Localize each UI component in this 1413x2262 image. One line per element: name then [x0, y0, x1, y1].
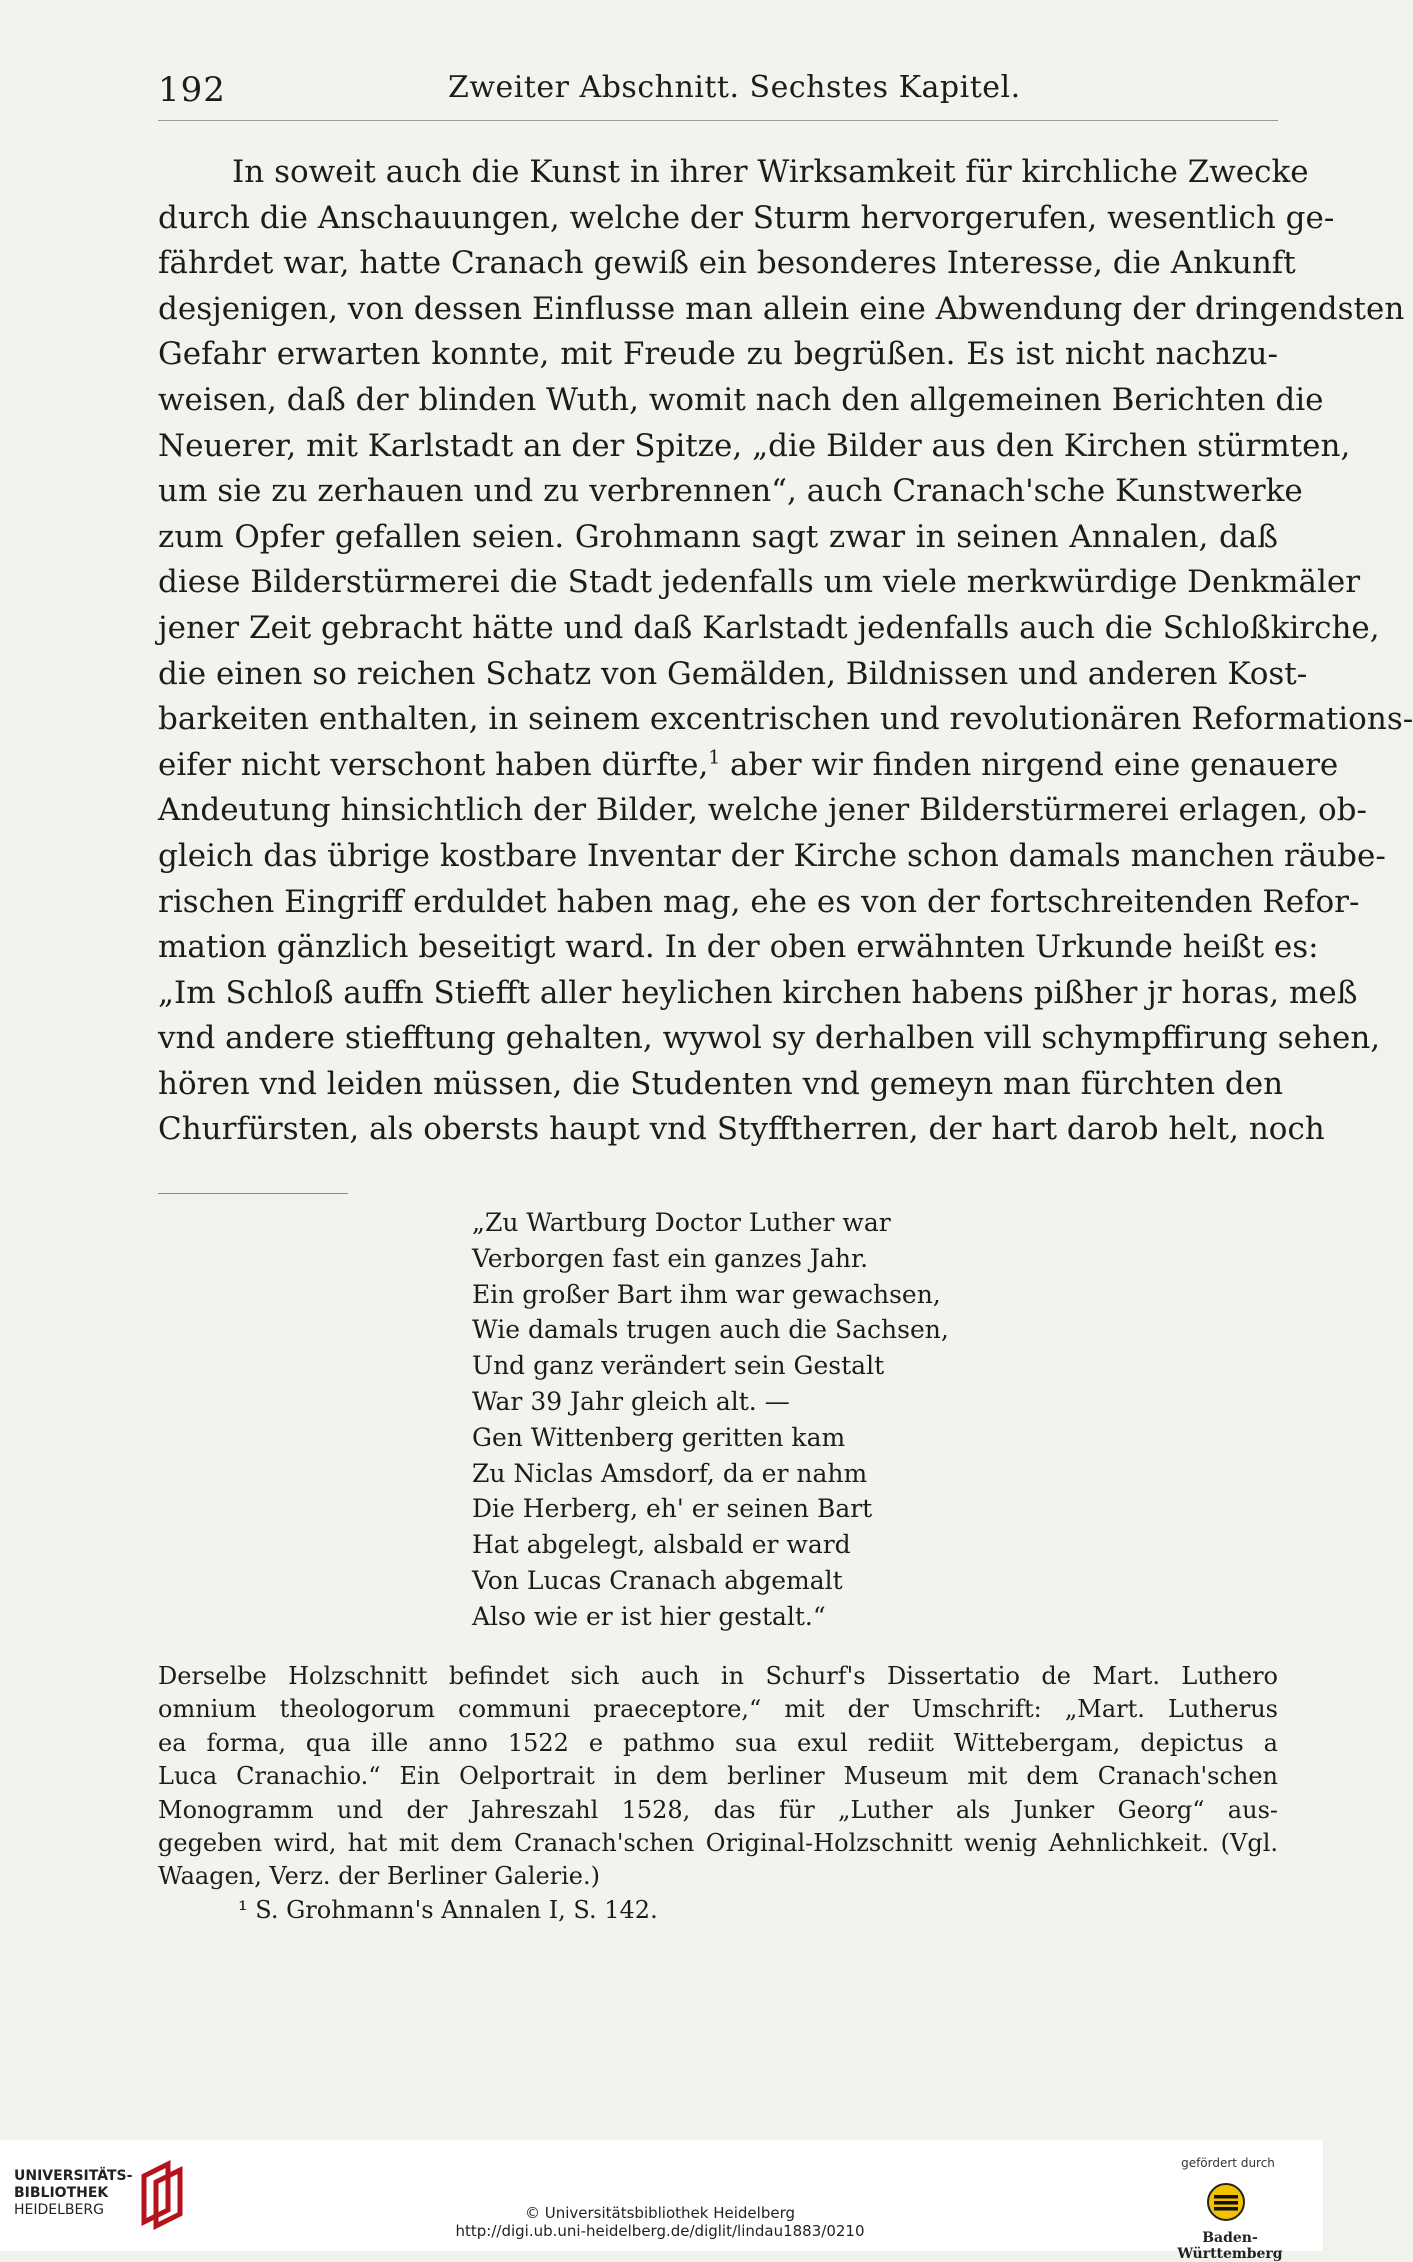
body-line: vnd andere stiefftung gehalten, wywol sy derhalben vill schympffirung sehen,	[158, 1020, 1381, 1057]
funded-by-label: gefördert durch	[1181, 2156, 1275, 2170]
footnote-line: gegeben wird, hat mit dem Cranach'schen Original-Holzschnitt wenig Aehnlichkeit. (Vgl.	[158, 1828, 1278, 1857]
footnote-line: ea forma, qua ille anno 1522 e pathmo sua exul rediit Wittebergam, depictus a	[158, 1728, 1278, 1757]
body-line: zum Opfer gefallen seien. Grohmann sagt zwar in seinen Annalen, daß	[158, 518, 1278, 555]
poem-line: Ein großer Bart ihm war gewachsen,	[472, 1279, 941, 1309]
poem-quote	[472, 1205, 1032, 1635]
poem-line: Die Herberg, eh' er seinen Bart	[472, 1494, 873, 1524]
body-line: Andeutung hinsichtlich der Bilder, welche jener Bilderstürmerei erlagen, ob-	[158, 792, 1367, 829]
page-number: 192	[158, 70, 226, 110]
baden-wuerttemberg-emblem-icon[interactable]	[1206, 2182, 1246, 2222]
body-line: die einen so reichen Schatz von Gemälden, Bildnissen und anderen Kost-	[158, 655, 1308, 692]
body-line: Neuerer, mit Karlstadt an der Spitze, „die Bilder aus den Kirchen stürmten,	[158, 427, 1351, 464]
footnote-divider	[158, 1193, 348, 1194]
body-line: rischen Eingriff erduldet haben mag, ehe es von der fortschreitenden Refor-	[158, 883, 1360, 920]
poem-line: Also wie er ist hier gestalt.“	[472, 1601, 826, 1631]
poem-line: Zu Niclas Amsdorf, da er nahm	[472, 1458, 868, 1488]
body-line: Churfürsten, als obersts haupt vnd Styfftherren, der hart darob helt, noch	[158, 1111, 1325, 1148]
footnote-1: ¹ S. Grohmann's Annalen I, S. 142.	[238, 1895, 658, 1924]
poem-line: Verborgen fast ein ganzes Jahr.	[472, 1243, 869, 1273]
body-line-with-footnote	[158, 743, 1339, 789]
poem-line: „Zu Wartburg Doctor Luther war	[472, 1208, 891, 1237]
body-line: fährdet war, hatte Cranach gewiß ein besonderes Interesse, die Ankunft	[158, 245, 1296, 282]
footnote-line: Monogramm und der Jahreszahl 1528, das für „Luther als Junker Georg“ aus-	[158, 1795, 1278, 1824]
body-line: durch die Anschauungen, welche der Sturm hervorgerufen, wesentlich ge-	[158, 199, 1335, 236]
library-name-line2: BIBLIOTHEK	[14, 2185, 109, 2201]
body-line: um sie zu zerhauen und zu verbrennen“, auch Cranach'sche Kunstwerke	[158, 473, 1303, 510]
poem-line: Hat abgelegt, alsbald er ward	[472, 1530, 851, 1560]
library-name-line3: HEIDELBERG	[14, 2202, 104, 2218]
permalink-url[interactable]: http://digi.ub.uni-heidelberg.de/diglit/lindau1883/0210	[455, 2222, 865, 2240]
body-line: Gefahr erwarten konnte, mit Freude zu begrüßen. Es ist nicht nachzu-	[158, 336, 1278, 373]
footnote-line: Derselbe Holzschnitt befindet sich auch in Schurf's Dissertatio de Mart. Luthero	[158, 1662, 1278, 1690]
footnote-text	[158, 1660, 1278, 1927]
footnote-line: omnium theologorum communi praeceptore,“ mit der Umschrift: „Mart. Lutherus	[158, 1695, 1278, 1724]
poem-line: Gen Wittenberg geritten kam	[472, 1422, 846, 1452]
main-text	[158, 150, 1413, 1153]
body-line: diese Bilderstürmerei die Stadt jedenfalls um viele merkwürdige Denkmäler	[158, 564, 1361, 601]
body-line: In soweit auch die Kunst in ihrer Wirksamkeit für kirchliche Zwecke	[232, 154, 1309, 190]
body-line: barkeiten enthalten, in seinem excentrischen und revolutionären Reformations-	[158, 701, 1413, 738]
body-line: mation gänzlich beseitigt ward. In der oben erwähnten Urkunde heißt es:	[158, 929, 1319, 966]
header-divider	[158, 120, 1278, 121]
body-line-end: aber wir finden nirgend eine genauere	[720, 746, 1339, 783]
footnote-marker[interactable]: 1	[708, 747, 721, 769]
library-logo-text[interactable]	[14, 2168, 132, 2219]
library-name-line1: UNIVERSITÄTS-	[14, 2168, 133, 2184]
body-line: gleich das übrige kostbare Inventar der Kirche schon damals manchen räube-	[158, 837, 1386, 874]
poem-line: Und ganz verändert sein Gestalt	[472, 1351, 885, 1381]
footnote-line: Waagen, Verz. der Berliner Galerie.)	[158, 1862, 600, 1891]
viewer-footer	[0, 2140, 1323, 2262]
running-head: Zweiter Abschnitt. Sechstes Kapitel.	[448, 70, 1021, 105]
page-header	[158, 62, 1278, 112]
body-line: jener Zeit gebracht hätte und daß Karlstadt jedenfalls auch die Schloßkirche,	[158, 609, 1380, 646]
body-line: desjenigen, von dessen Einflusse man allein eine Abwendung der dringendsten	[158, 290, 1405, 327]
body-line: hören vnd leiden müssen, die Studenten vnd gemeyn man fürchten den	[158, 1065, 1284, 1102]
copyright-text: © Universitätsbibliothek Heidelberg	[524, 2204, 795, 2222]
poem-line: Von Lucas Cranach abgemalt	[472, 1565, 843, 1595]
body-line-start: eifer nicht verschont haben dürfte,	[158, 746, 709, 783]
library-logo-icon[interactable]	[138, 2160, 186, 2228]
footnote-line: Luca Cranachio.“ Ein Oelportrait in dem berliner Museum mit dem Cranach'schen	[158, 1762, 1278, 1791]
body-line: „Im Schloß auffn Stiefft aller heylichen kirchen habens pißher jr horas, meß	[158, 974, 1358, 1011]
poem-line: Wie damals trugen auch die Sachsen,	[472, 1315, 949, 1345]
copyright-notice	[420, 2204, 900, 2240]
state-label: Baden-Württemberg	[1177, 2230, 1283, 2262]
body-line: weisen, daß der blinden Wuth, womit nach den allgemeinen Berichten die	[158, 381, 1324, 418]
poem-line: War 39 Jahr gleich alt. —	[472, 1386, 790, 1416]
